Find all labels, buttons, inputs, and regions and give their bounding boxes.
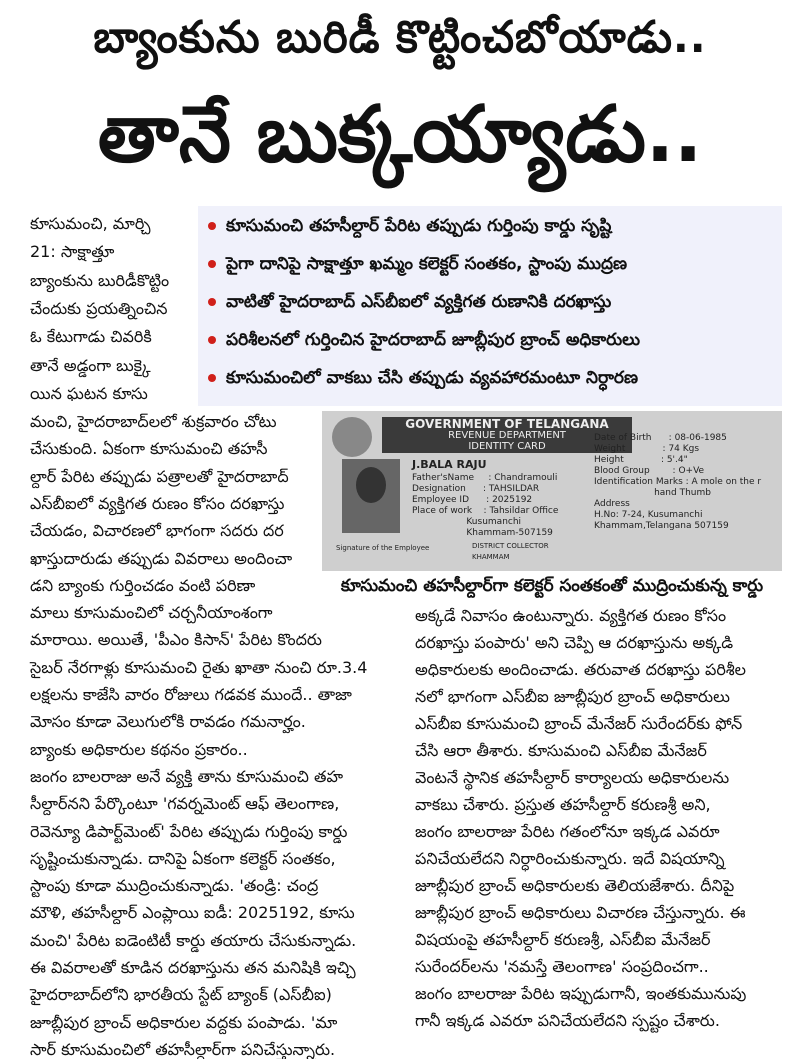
text-line: జూబ్లీపుర బ్రాంచ్ అధికారులు విచారణ చేస్తున్నారు. ఈ [415,903,746,922]
highlight-item [208,330,640,354]
text-line: జంగం బాలరాజు పేరిట ఇప్పుడుగానీ, ఇంతకుమునుపు [415,984,747,1003]
highlight-text: వాటితో హైదరాబాద్ ఎస్‌బీఐలో వ్యక్తిగత రుణానికి దరఖాస్తు [226,292,612,312]
text-line: మోసం కూడా వెలుగులోకి రావడం గమనార్హం. [30,712,306,732]
text-line: సార్ కూసుమంచిలో తహసీల్దార్‌గా పనిచేస్తున్నారు. [30,1039,336,1059]
card-details-left: Father'sName : Chandramouli Designation : TAHSILDAR Employee ID : 2025192 Place of work : Tahsildar Office Kusumanchi Khammam-507159 [412,473,559,538]
card-signature: Signature of the Employee [336,544,430,552]
text-line: సైబర్ నేరగాళ్లు కూసుమంచి రైతు ఖాతా నుంచి రూ.3.4 [30,657,368,677]
bullet-dot-icon [208,260,216,268]
highlight-item [208,292,611,316]
text-line: జూబ్లీపుర బ్రాంచ్ అధికారుల వద్దకు పంపాడు. 'మా [30,1012,338,1032]
text-line: మాలు కూసుమంచిలో చర్చనీయాంశంగా [30,603,273,623]
text-line: సురేందర్‌లను 'నమస్తే తెలంగాణ' సంప్రదించగా.. [415,957,709,976]
text-line: మంచి, హైదరాబాద్‌లలో శుక్రవారం చోటు [30,412,277,431]
text-line: సృష్టించుకున్నాడు. దానిపై ఏకంగా కలెక్టర్ సంతకం, [30,848,336,868]
text-line: బ్యాంకును బురిడీకొట్టిం [30,270,170,290]
photo-caption: కూసుమంచి తహసీల్దార్‌గా కలెక్టర్ సంతకంతో ముద్రించుకున్న కార్డు [340,576,764,596]
text-line: నలో భాగంగా ఎస్‌బీఐ జూబ్లీపుర బ్రాంచ్ అధికారులు [415,687,730,706]
text-line: అధికారులకు అందించాడు. తరువాత దరఖాస్తు పరిశీల [415,660,746,679]
text-line: జంగం బాలరాజు అనే వ్యక్తి తాను కూసుమంచి తహ [30,766,343,786]
text-line: రెవెన్యూ డిపార్ట్‌మెంట్' పేరిట తప్పుడు గుర్తింపు కార్డు [30,821,348,841]
text-line: చేయడం, విచారణలో భాగంగా సదరు దర [30,521,284,541]
bullet-dot-icon [208,298,216,306]
text-line: డని బ్యాంకు గుర్తించడం వంటి పరిణా [30,575,256,595]
bullet-dot-icon [208,374,216,382]
highlights-box [198,206,782,406]
highlight-item [208,254,627,278]
text-line: ఓ కేటుగాడు చివరికి [30,327,152,347]
text-line: ఎస్‌బీఐ కూసుమంచి బ్రాంచ్ మేనేజర్ సురేందర్‌కు ఫోన్ [415,714,743,733]
headline-line2: తానే బుక్కయ్యాడు.. [97,90,703,180]
text-line: జూబ్లీపుర బ్రాంచ్ అధికారులకు తెలియజేశారు. దీనిపై [415,876,735,895]
card-details-right: Date of Birth : 08-06-1985 Weight : 74 Kgs Height : 5'.4" Blood Group : O+Ve Identification Marks : A mole on the r hand Thumb Address H.No: 7-24, Kusumanchi Khammam,Telangana 507159 [594,433,762,531]
text-line: కూసుమంచి, మార్చి [30,214,151,233]
text-line: లక్షలను కాజేసి వారం రోజులు గడవక ముందే.. తాజా [30,685,352,704]
text-line: చేందుకు ప్రయత్నించిన [30,298,168,318]
text-line: తానే అడ్డంగా బుక్కై [30,355,151,375]
highlight-text: కూసుమంచి తహసీల్దార్ పేరిట తప్పుడు గుర్తింపు కార్డు సృష్టి [226,216,612,236]
text-line: వాకబు చేశారు. ప్రస్తుత తహసీల్దార్ కరుణశ్రీ అని, [415,795,711,814]
text-line: విషయంపై తహసీల్దార్ కరుణశ్రీ, ఎస్‌బీఐ మేనేజర్ [415,930,711,949]
text-line: అక్కడే నివాసం ఉంటున్నారు. వ్యక్తిగత రుణం కోసం [415,606,727,625]
text-line: దరఖాస్తు పంపారు' అని చెప్పి ఆ దరఖాస్తును అక్కడి [415,633,734,652]
card-banner-line: REVENUE DEPARTMENT [448,430,566,441]
bullet-dot-icon [208,336,216,344]
card-name: J.BALA RAJU [412,458,487,471]
highlight-item [208,216,611,240]
text-line: యిన ఘటన కూసు [30,383,148,403]
card-banner-line: GOVERNMENT OF TELANGANA [405,417,609,431]
highlight-text: పరిశీలనలో గుర్తించిన హైదరాబాద్ జూబ్లీపుర బ్రాంచ్ అధికారులు [226,330,641,350]
portrait-image [342,459,400,533]
text-line: 21: సాక్షాత్తూ [30,242,115,262]
text-line: చేసి ఆరా తీశారు. కూసుమంచి ఎస్‌బీఐ మేనేజర్ [415,741,707,760]
text-line: ల్దార్ పేరిట తప్పుడు పత్రాలతో హైదరాబాద్ [30,466,289,486]
text-line: సీల్దార్‌నని పేర్కొంటూ 'గవర్నమెంట్ ఆఫ్ తెలంగాణ, [30,794,340,814]
government-emblem-icon [332,417,372,457]
text-line: మారాయి. అయితే, 'పీఎం కిసాన్' పేరిట కొందరు [30,630,322,650]
card-stamp: DISTRICT COLLECTOR KHAMMAM [472,542,549,561]
text-line: మంచి' పేరిట ఐడెంటిటీ కార్డు తయారు చేసుకున్నాడు. [30,930,357,950]
card-banner-line: IDENTITY CARD [468,441,546,452]
text-line: పనిచేయలేదని నిర్ధారించుకున్నారు. ఇదే విషయాన్ని [415,849,725,868]
text-line: జంగం బాలరాజు పేరిట గతంలోనూ ఇక్కడ ఎవరూ [415,822,720,841]
highlight-item [208,368,638,392]
text-line: ఎస్‌బీఐలో వ్యక్తిగత రుణం కోసం దరఖాస్తు [30,493,285,513]
text-line: మౌళి, తహసీల్దార్ ఎంప్లాయి ఐడీ: 2025192, కూసు [30,903,355,923]
text-line: ఈ వివరాలతో కూడిన దరఖాస్తును తన మనిషికి ఇచ్చి [30,958,356,977]
highlight-text: పైగా దానిపై సాక్షాత్తూ ఖమ్మం కలెక్టర్ సంతకం, స్టాంపు ముద్రణ [226,254,628,274]
highlight-text: కూసుమంచిలో వాకబు చేసి తప్పుడు వ్యవహారమంటూ నిర్ధారణ [226,368,638,388]
id-card-photo [322,411,782,571]
text-line: చేసుకుంది. ఏకంగా కూసుమంచి తహసీ [30,439,268,459]
face-icon [356,467,386,503]
text-line: హైదరాబాద్‌లోని భారతీయ స్టేట్ బ్యాంక్ (ఎస్‌బీఐ) [30,985,332,1005]
text-line: గానీ ఇక్కడ ఎవరూ పనిచేయలేదని స్పష్టం చేశారు. [415,1011,720,1030]
headline-line1: బ్యాంకును బురిడీ కొట్టించబోయాడు.. [93,12,707,63]
text-line: స్టాంపు కూడా ముద్రించుకున్నాడు. 'తండ్రి: చంద్ర [30,876,319,896]
text-line: బ్యాంకు అధికారుల కథనం ప్రకారం.. [30,739,248,759]
text-line: వెంటనే స్థానిక తహసీల్దార్ కార్యాలయ అధికారులను [415,768,730,787]
bullet-dot-icon [208,222,216,230]
text-line: ఖాస్తుదారుడు తప్పుడు వివరాలు అందించా [30,548,293,568]
